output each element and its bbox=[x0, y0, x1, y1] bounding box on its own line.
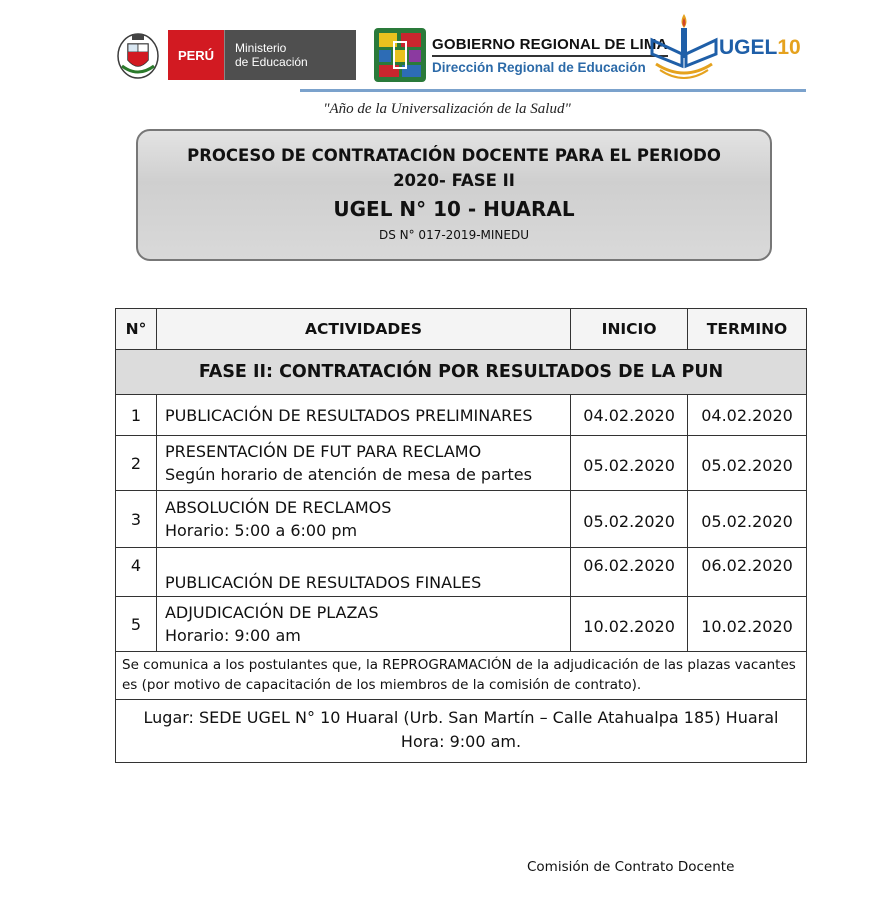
row-activity bbox=[156, 436, 570, 491]
ugel-number: 10 bbox=[777, 36, 801, 59]
activity-detail: Según horario de atención de mesa de partes bbox=[164, 465, 532, 484]
phase-title: FASE II: CONTRATACIÓN POR RESULTADOS DE LA PUN bbox=[116, 350, 807, 395]
table-header-row bbox=[116, 309, 807, 350]
place-line: Lugar: SEDE UGEL N° 10 Huaral (Urb. San Martín – Calle Atahualpa 185) Huaral bbox=[143, 708, 779, 727]
gobierno-regional-title: GOBIERNO REGIONAL DE LIMA bbox=[432, 36, 668, 57]
row-activity bbox=[156, 395, 570, 436]
ugel-torch-book-icon bbox=[648, 10, 720, 88]
peru-label: PERÚ bbox=[168, 30, 224, 80]
activity-line: PRESENTACIÓN DE FUT PARA RECLAMO bbox=[164, 442, 482, 461]
row-num: 1 bbox=[116, 395, 157, 436]
peru-coat-of-arms-icon bbox=[116, 30, 160, 80]
schedule-table bbox=[115, 308, 807, 763]
activity-line: ABSOLUCIÓN DE RECLAMOS bbox=[164, 498, 392, 517]
header-end: TERMINO bbox=[688, 309, 807, 350]
title-line-1: PROCESO DE CONTRATACIÓN DOCENTE PARA EL PERIODO bbox=[187, 146, 721, 165]
row-num: 3 bbox=[116, 491, 157, 548]
header-activity: ACTIVIDADES bbox=[156, 309, 570, 350]
row-end-date: 06.02.2020 bbox=[688, 548, 807, 597]
activity-detail: Horario: 5:00 a 6:00 pm bbox=[164, 521, 358, 540]
activity-line: PUBLICACIÓN DE RESULTADOS FINALES bbox=[164, 573, 482, 592]
reprogramming-note: Se comunica a los postulantes que, la REPROGRAMACIÓN de la adjudicación de las plazas vacantes es (por motivo de capacitación de los miembros de la comisión de contrato). bbox=[116, 652, 807, 700]
activity-line: ADJUDICACIÓN DE PLAZAS bbox=[164, 603, 379, 622]
phase-row bbox=[116, 350, 807, 395]
table-row bbox=[116, 395, 807, 436]
header-num: N° bbox=[116, 309, 157, 350]
row-end-date: 10.02.2020 bbox=[688, 597, 807, 652]
header-start: INICIO bbox=[571, 309, 688, 350]
row-end-date: 05.02.2020 bbox=[688, 491, 807, 548]
direccion-regional-subtitle: Dirección Regional de Educación bbox=[432, 59, 646, 75]
row-start-date: 10.02.2020 bbox=[571, 597, 688, 652]
note-row bbox=[116, 652, 807, 700]
gobierno-regional-logo bbox=[374, 28, 668, 82]
activity-detail: Horario: 9:00 am bbox=[164, 626, 301, 645]
ministerio-line2: de Educación bbox=[235, 55, 308, 69]
row-start-date: 05.02.2020 bbox=[571, 491, 688, 548]
table-row bbox=[116, 548, 807, 597]
row-num: 5 bbox=[116, 597, 157, 652]
row-start-date: 04.02.2020 bbox=[571, 395, 688, 436]
ugel-name: UGEL bbox=[719, 36, 778, 59]
table-row bbox=[116, 597, 807, 652]
table-row bbox=[116, 491, 807, 548]
time-line: Hora: 9:00 am. bbox=[400, 732, 522, 751]
title-box bbox=[136, 129, 772, 261]
row-start-date: 05.02.2020 bbox=[571, 436, 688, 491]
row-end-date: 05.02.2020 bbox=[688, 436, 807, 491]
row-activity bbox=[156, 548, 570, 597]
title-decree: DS N° 017-2019-MINEDU bbox=[378, 228, 530, 242]
header-divider bbox=[300, 89, 806, 92]
row-num: 2 bbox=[116, 436, 157, 491]
place-row bbox=[116, 700, 807, 763]
place-and-time bbox=[116, 700, 807, 763]
ugel-wordmark bbox=[719, 36, 801, 60]
signature-commission: Comisión de Contrato Docente bbox=[527, 859, 735, 875]
title-line-2: 2020- FASE II bbox=[393, 171, 515, 190]
row-num: 4 bbox=[116, 548, 157, 597]
table-row bbox=[116, 436, 807, 491]
row-activity bbox=[156, 491, 570, 548]
gobierno-regional-emblem-icon bbox=[374, 28, 426, 82]
row-end-date: 04.02.2020 bbox=[688, 395, 807, 436]
row-start-date: 06.02.2020 bbox=[571, 548, 688, 597]
activity-line: PUBLICACIÓN DE RESULTADOS PRELIMINARES bbox=[164, 405, 533, 425]
ministerio-label bbox=[224, 30, 356, 80]
ministerio-line1: Ministerio bbox=[235, 41, 287, 55]
year-motto: "Año de la Universalización de la Salud" bbox=[323, 101, 571, 117]
title-ugel: UGEL N° 10 - HUARAL bbox=[333, 197, 575, 221]
row-activity bbox=[156, 597, 570, 652]
minedu-logo bbox=[116, 30, 356, 80]
ugel-logo bbox=[648, 10, 808, 88]
